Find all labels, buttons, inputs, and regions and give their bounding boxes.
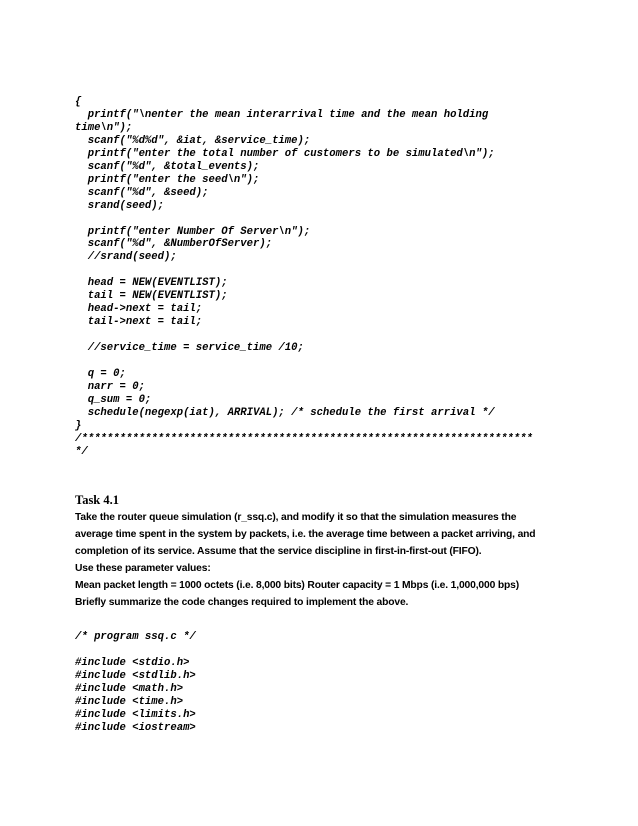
code-line: tail = NEW(EVENTLIST);: [75, 290, 228, 303]
code-line: tail->next = tail;: [75, 316, 203, 329]
code-blank-line: [75, 355, 533, 368]
task-text-line: average time spent in the system by packets, i.e. the average time between a packet arriving, and: [75, 529, 536, 541]
code-blank-line: [75, 264, 533, 277]
code-line: #include <iostream>: [75, 721, 196, 734]
code-line: #include <time.h>: [75, 695, 184, 708]
code-line: scanf("%d", &total_events);: [75, 160, 260, 173]
code-block-main-setup: [75, 96, 533, 459]
code-line: #include <stdlib.h>: [75, 669, 196, 682]
code-line: //service_time = service_time /10;: [75, 342, 304, 355]
code-line: q = 0;: [75, 367, 126, 380]
task-text-line: Mean packet length = 1000 octets (i.e. 8,000 bits) Router capacity = 1 Mbps (i.e. 1,000,000 bps): [75, 580, 519, 592]
code-line: printf("enter the seed\n");: [75, 173, 260, 186]
code-line: q_sum = 0;: [75, 393, 152, 406]
code-line: head = NEW(EVENTLIST);: [75, 277, 228, 290]
code-line: #include <limits.h>: [75, 708, 196, 721]
task-title: Task 4.1: [75, 493, 120, 507]
code-line: schedule(negexp(iat), ARRIVAL); /* schedule the first arrival */: [75, 406, 495, 419]
code-line: /***********************************************************************: [75, 432, 533, 445]
code-blank-line: [75, 644, 196, 657]
code-line: #include <math.h>: [75, 682, 184, 695]
code-line: {: [75, 96, 82, 108]
task-text-line: Briefly summarize the code changes required to implement the above.: [75, 597, 409, 609]
task-text-line: Take the router queue simulation (r_ssq.c), and modify it so that the simulation measures the: [75, 512, 517, 523]
code-line: */: [75, 445, 88, 458]
code-line: narr = 0;: [75, 380, 145, 393]
task-text-line: Use these parameter values:: [75, 563, 211, 575]
code-line: //srand(seed);: [75, 251, 177, 264]
code-block-includes: [75, 631, 196, 735]
code-line: srand(seed);: [75, 199, 165, 212]
code-line: }: [75, 419, 82, 432]
code-line: /* program ssq.c */: [75, 631, 196, 643]
code-line: head->next = tail;: [75, 303, 203, 316]
code-line: scanf("%d%d", &iat, &service_time);: [75, 134, 311, 147]
task-section: [75, 492, 575, 612]
code-blank-line: [75, 213, 533, 226]
code-line: printf("\nenter the mean interarrival time and the mean holding: [75, 108, 489, 121]
code-line: printf("enter the total number of customers to be simulated\n");: [75, 147, 495, 160]
code-line: printf("enter Number Of Server\n");: [75, 225, 311, 238]
code-line: #include <stdio.h>: [75, 656, 190, 669]
task-text-line: completion of its service. Assume that the service discipline in first-in-first-out (FIFO).: [75, 546, 482, 558]
code-line: scanf("%d", &seed);: [75, 186, 209, 199]
code-blank-line: [75, 329, 533, 342]
code-line: scanf("%d", &NumberOfServer);: [75, 238, 273, 251]
code-line: time\n");: [75, 121, 133, 134]
